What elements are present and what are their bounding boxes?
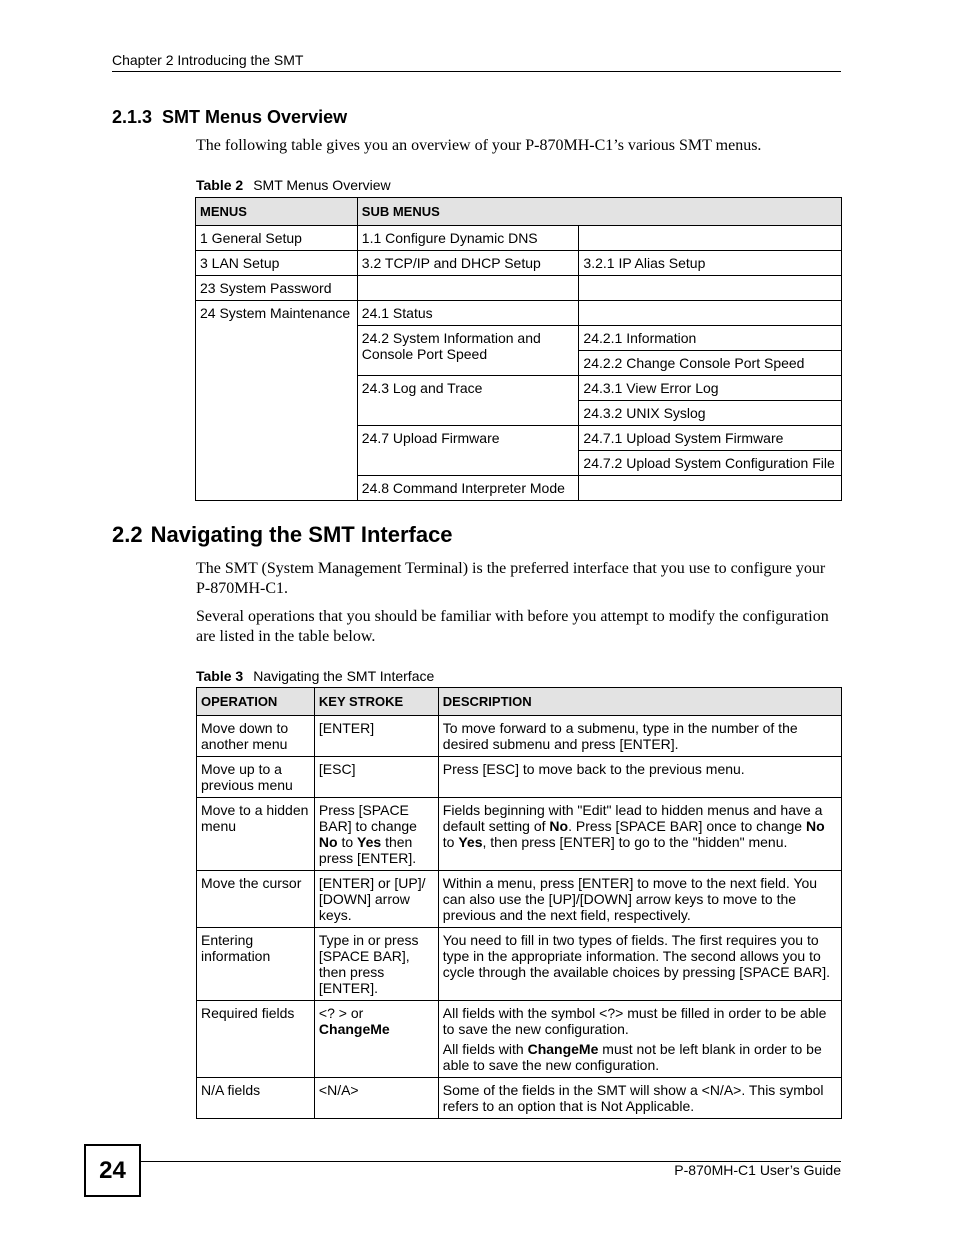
table-row — [197, 757, 842, 798]
operation-cell: N/A fields — [197, 1078, 315, 1119]
section-title: Navigating the SMT Interface — [150, 522, 453, 547]
subsubmenu-cell: 24.7.2 Upload System Configuration File — [579, 451, 842, 476]
text-run: to — [442, 834, 459, 850]
submenu-cell: 24.7 Upload Firmware — [357, 426, 579, 476]
table2-label: Table 2 — [196, 177, 244, 193]
table3-caption-text: Navigating the SMT Interface — [253, 668, 435, 684]
description-para: All fields with the symbol <?> must be filled in order to be able to save the new configuration. — [442, 1005, 827, 1037]
header-menus: MENUS — [196, 198, 358, 226]
submenu-cell: 24.2 System Information and Console Port Speed — [357, 326, 579, 376]
text-run: <? > or — [318, 1005, 364, 1021]
text-run: All fields with — [442, 1041, 528, 1057]
subsubmenu-cell: 24.3.1 View Error Log — [579, 376, 842, 401]
table-row — [196, 251, 842, 276]
header-operation: OPERATION — [197, 688, 315, 716]
text-run: . Press [SPACE BAR] once to change — [568, 818, 806, 834]
subsubmenu-cell: 24.7.1 Upload System Firmware — [579, 426, 842, 451]
table-row — [197, 1078, 842, 1119]
table3-caption — [196, 668, 434, 684]
paragraph: Several operations that you should be familiar with before you attempt to modify the configuration are listed in the table below. — [196, 608, 829, 645]
subsubmenu-cell: 3.2.1 IP Alias Setup — [579, 251, 842, 276]
section-intro: The following table gives you an overview of your P-870MH-C1’s various SMT menus. — [196, 137, 762, 154]
description-cell: To move forward to a submenu, type in the number of the desired submenu and press [ENTER]. — [438, 716, 841, 757]
subsubmenu-cell — [579, 301, 842, 326]
table2-caption — [196, 177, 391, 193]
submenu-cell: 1.1 Configure Dynamic DNS — [357, 226, 579, 251]
table-row — [197, 871, 842, 928]
bold-no: No — [549, 818, 569, 834]
section-number: 2.2 — [112, 522, 143, 547]
text-run: Press [SPACE BAR] to change — [318, 802, 417, 834]
header-key-stroke: KEY STROKE — [314, 688, 438, 716]
description-para — [443, 1041, 837, 1073]
table-row — [197, 928, 842, 1001]
operation-cell: Move up to a previous menu — [197, 757, 315, 798]
keystroke-cell: <N/A> — [314, 1078, 438, 1119]
keystroke-cell — [314, 1001, 438, 1078]
table2-caption-text: SMT Menus Overview — [253, 177, 391, 193]
table-row — [197, 716, 842, 757]
table-row — [196, 226, 842, 251]
menu-cell: 1 General Setup — [196, 226, 358, 251]
subsubmenu-cell — [579, 476, 842, 501]
subsubmenu-cell — [579, 226, 842, 251]
page-number: 24 — [84, 1144, 141, 1197]
smt-menus-table — [195, 197, 842, 501]
section-heading-2-1-3 — [112, 107, 347, 128]
table3-label: Table 3 — [196, 668, 244, 684]
table-row — [196, 276, 842, 301]
table-row — [196, 301, 842, 326]
section-heading-2-2 — [112, 522, 453, 548]
bold-no: No — [318, 834, 338, 850]
section-title: SMT Menus Overview — [162, 107, 348, 127]
table-row — [197, 798, 842, 871]
header-rule — [112, 71, 841, 72]
text-run: then press [ENTER]. — [318, 834, 417, 866]
text-run: Fields beginning with "Edit" lead to hidden menus and have a default setting of — [442, 802, 823, 834]
footer-guide-title: P-870MH-C1 User’s Guide — [674, 1162, 841, 1178]
operation-cell: Move the cursor — [197, 871, 315, 928]
table-row — [197, 1001, 842, 1078]
operation-cell: Required fields — [197, 1001, 315, 1078]
subsubmenu-cell: 24.2.1 Information — [579, 326, 842, 351]
operation-cell: Entering information — [197, 928, 315, 1001]
keystroke-cell: Type in or press [SPACE BAR], then press [ENTER]. — [314, 928, 438, 1001]
header-description: DESCRIPTION — [438, 688, 841, 716]
section-number: 2.1.3 — [112, 107, 153, 127]
description-cell: Press [ESC] to move back to the previous menu. — [438, 757, 841, 798]
subsubmenu-cell: 24.3.2 UNIX Syslog — [579, 401, 842, 426]
description-cell: You need to fill in two types of fields. The first requires you to type in the appropriate information. The second allows you to cycle through the available choices by pressing [SPACE BAR]. — [438, 928, 841, 1001]
navigating-smt-table — [196, 687, 842, 1119]
bold-changeme: ChangeMe — [527, 1041, 599, 1057]
bold-changeme: ChangeMe — [318, 1021, 390, 1037]
description-cell: Within a menu, press [ENTER] to move to the next field. You can also use the [UP]/[DOWN] arrow keys to move to the previous and the next field, respectively. — [438, 871, 841, 928]
text-run: must not be left blank in order to be able to save the new configuration. — [442, 1041, 822, 1073]
submenu-cell: 24.1 Status — [357, 301, 579, 326]
description-cell: Some of the fields in the SMT will show a <N/A>. This symbol refers to an option that is Not Applicable. — [438, 1078, 841, 1119]
submenu-cell: 24.8 Command Interpreter Mode — [357, 476, 579, 501]
table-header-row — [197, 688, 842, 716]
table-header-row — [196, 198, 842, 226]
keystroke-cell: [ESC] — [314, 757, 438, 798]
keystroke-cell: [ENTER] — [314, 716, 438, 757]
bold-yes: Yes — [458, 834, 483, 850]
text-run: , then press [ENTER] to go to the "hidden" menu. — [482, 834, 788, 850]
subsubmenu-cell: 24.2.2 Change Console Port Speed — [579, 351, 842, 376]
menu-cell: 24 System Maintenance — [196, 301, 358, 501]
operation-cell: Move down to another menu — [197, 716, 315, 757]
text-run: to — [337, 834, 358, 850]
header-sub-menus: SUB MENUS — [357, 198, 841, 226]
paragraph: The SMT (System Management Terminal) is the preferred interface that you use to configure your P-870MH-C1. — [196, 560, 826, 597]
bold-yes: Yes — [357, 834, 382, 850]
keystroke-cell: [ENTER] or [UP]/ [DOWN] arrow keys. — [314, 871, 438, 928]
running-header: Chapter 2 Introducing the SMT — [112, 52, 304, 68]
submenu-cell — [357, 276, 579, 301]
menu-cell: 23 System Password — [196, 276, 358, 301]
bold-no: No — [805, 818, 825, 834]
subsubmenu-cell — [579, 276, 842, 301]
description-cell — [438, 1001, 841, 1078]
description-cell — [438, 798, 841, 871]
menu-cell: 3 LAN Setup — [196, 251, 358, 276]
keystroke-cell — [314, 798, 438, 871]
submenu-cell: 3.2 TCP/IP and DHCP Setup — [357, 251, 579, 276]
submenu-cell: 24.3 Log and Trace — [357, 376, 579, 426]
operation-cell: Move to a hidden menu — [197, 798, 315, 871]
